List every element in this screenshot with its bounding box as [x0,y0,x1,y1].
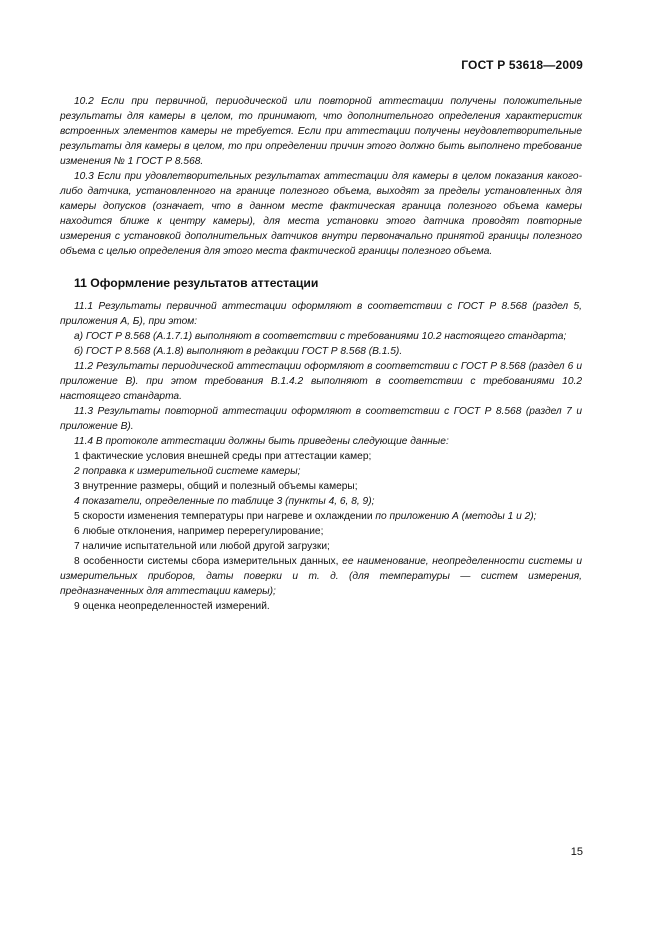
paragraph-11-1-a: а) ГОСТ Р 8.568 (А.1.7.1) выполняют в соответствии с требованиями 10.2 настоящего стандарта; [74,331,567,342]
list-item: 6 любые отклонения, например перерегулирование; [74,526,324,537]
list-item: 9 оценка неопределенностей измерений. [74,601,270,612]
list-item [60,509,582,524]
list-item: 1 фактические условия внешней среды при аттестации камер; [74,451,372,462]
page-content [60,94,582,614]
list-item: 2 поправка к измерительной системе камеры; [74,466,301,477]
paragraph-11-2: 11.2 Результаты периодической аттестации оформляют в соответствии с ГОСТ Р 8.568 (раздел 6 и приложение В). при этом требования В.1.4.2 выполняют в соответствии с требованиями 10.2 настоящего стандарта. [60,361,582,402]
page-number: 15 [570,846,583,858]
section-heading: 11 Оформление результатов аттестации [74,276,319,290]
document-code: ГОСТ Р 53618—2009 [461,58,583,72]
list-item-text: 8 особенности системы сбора измерительных данных, [74,556,339,567]
paragraph-10-3: 10.3 Если при удовлетворительных результатах аттестации для камеры в целом показания какого-либо датчика, установленного на границе полезного объема, выходят за пределы установленных для камеры допусков (означает, что в данном месте фактическая граница полезного объема камеры находится ближе к центру камеры), для места установки этого датчика проводят повторные измерения с установкой дополнительных датчиков внутри первоначально принятой границы полезного объема с целью определения для этого места фактической границы полезного объема. [60,171,582,257]
paragraph-11-4: 11.4 В протоколе аттестации должны быть приведены следующие данные: [74,436,449,447]
list-item: 7 наличие испытательной или любой другой загрузки; [74,541,330,552]
list-item-text: по приложению А (методы 1 и 2); [372,511,537,522]
paragraph-11-3: 11.3 Результаты повторной аттестации оформляют в соответствии с ГОСТ Р 8.568 (раздел 7 и приложение В). [60,406,582,432]
paragraph-11-1: 11.1 Результаты первичной аттестации оформляют в соответствии с ГОСТ Р 8.568 (раздел 5, приложения А, Б), при этом: [60,301,582,327]
list-item-text: ее наименование, неопределенности системы и измерительных приборов, даты поверки и т. д. (для температуры — систем измерения, предназначенных для аттестации камеры); [60,556,582,597]
list-item: 4 показатели, определенные по таблице 3 (пункты 4, 6, 8, 9); [74,496,375,507]
list-item-text: 5 скорости изменения температуры при нагреве и охлаждении [74,511,373,522]
list-item [60,554,582,599]
paragraph-11-1-b: б) ГОСТ Р 8.568 (А.1.8) выполняют в редакции ГОСТ Р 8.568 (В.1.5). [74,346,403,357]
list-item: 3 внутренние размеры, общий и полезный объемы камеры; [74,481,358,492]
paragraph-10-2: 10.2 Если при первичной, периодической или повторной аттестации получены положительные результаты для камеры в целом, то принимают, что дополнительного определения характеристик встроенных элементов камеры не требуется. Если при аттестации получены неудовлетворительные результаты для камеры в целом, то при определении причин этого должно быть выполнено требование изменения № 1 ГОСТ Р 8.568. [60,96,582,167]
